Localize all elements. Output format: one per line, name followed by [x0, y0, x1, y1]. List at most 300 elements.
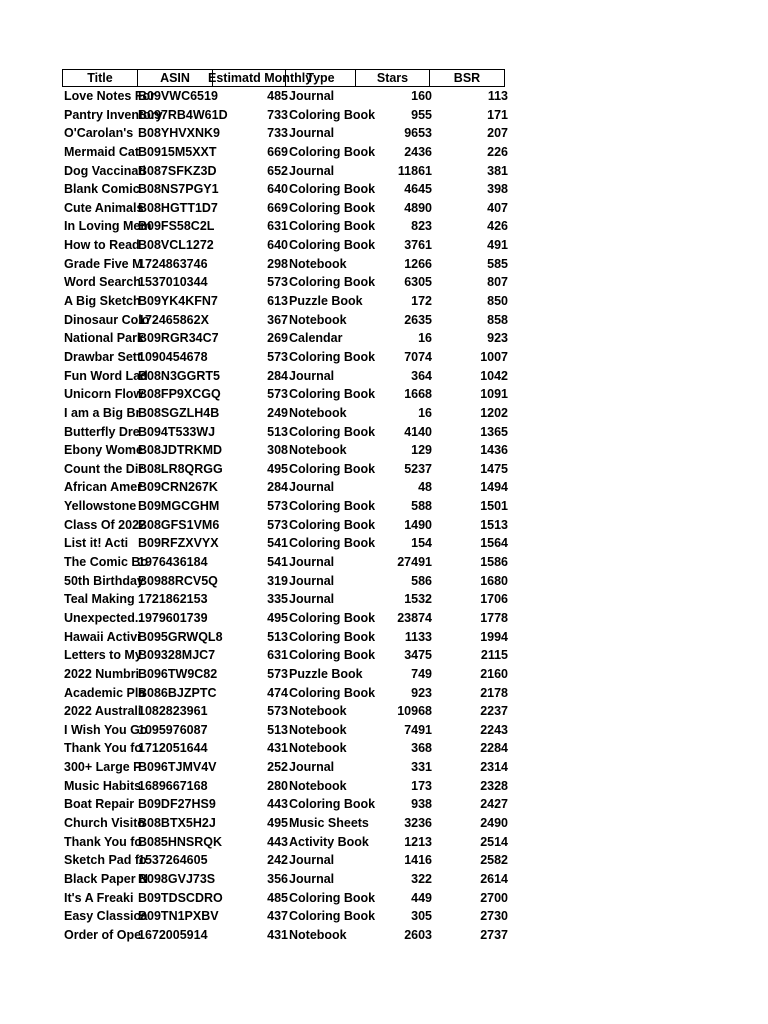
cell-title[interactable]: Thank You fo	[64, 741, 143, 756]
cell-type[interactable]: Journal	[289, 480, 335, 495]
cell-title[interactable]: 50th Birthday	[64, 573, 144, 588]
cell-bsr[interactable]: 2737	[480, 927, 508, 942]
cell-title[interactable]: Unexpected..	[64, 610, 142, 625]
cell-title[interactable]: Pantry Inventory	[64, 107, 163, 122]
cell-estimated-monthly[interactable]: 249	[267, 405, 288, 420]
cell-stars[interactable]: 173	[411, 778, 432, 793]
cell-type[interactable]: Coloring Book	[289, 890, 376, 905]
cell-asin[interactable]: B08JDTRKMD	[138, 443, 223, 458]
cell-bsr[interactable]: 2582	[480, 853, 508, 868]
cell-asin[interactable]: B09FS58C2L	[138, 219, 215, 234]
cell-title[interactable]: 2022 Australi	[64, 704, 142, 719]
cell-type[interactable]: Coloring Book	[289, 909, 376, 924]
cell-stars[interactable]: 16	[418, 405, 432, 420]
cell-asin[interactable]: B0988RCV5Q	[138, 573, 218, 588]
cell-estimated-monthly[interactable]: 367	[267, 312, 288, 327]
cell-title[interactable]: Count the Dir	[64, 461, 144, 476]
cell-title[interactable]: I Wish You Go	[64, 722, 148, 737]
cell-type[interactable]: Coloring Book	[289, 349, 376, 364]
cell-asin[interactable]: B095GRWQL8	[138, 629, 223, 644]
cell-bsr[interactable]: 1042	[480, 368, 508, 383]
table-row	[62, 814, 510, 833]
cell-bsr[interactable]: 2178	[480, 685, 508, 700]
header-row	[62, 69, 510, 87]
cell-asin[interactable]: B08SGZLH4B	[138, 405, 220, 420]
cell-title[interactable]: Blank Comic	[64, 182, 140, 197]
cell-estimated-monthly[interactable]: 335	[267, 592, 288, 607]
cell-estimated-monthly[interactable]: 431	[267, 741, 288, 756]
cell-type[interactable]: Coloring Book	[289, 107, 376, 122]
cell-estimated-monthly[interactable]: 485	[267, 890, 288, 905]
cell-estimated-monthly[interactable]: 474	[267, 685, 288, 700]
table-row	[62, 721, 510, 740]
cell-type[interactable]: Puzzle Book	[289, 294, 363, 309]
cell-type[interactable]: Notebook	[289, 741, 347, 756]
cell-stars[interactable]: 3761	[404, 238, 432, 253]
cell-title[interactable]: 300+ Large P	[64, 760, 142, 775]
cell-type[interactable]: Notebook	[289, 312, 347, 327]
cell-asin[interactable]: 1976436184	[138, 555, 208, 570]
cell-stars[interactable]: 10968	[397, 704, 432, 719]
cell-asin[interactable]: 1689667168	[138, 778, 208, 793]
cell-asin[interactable]: B096TJMV4V	[138, 760, 217, 775]
cell-bsr[interactable]: 923	[487, 331, 508, 346]
cell-type[interactable]: Coloring Book	[289, 424, 376, 439]
cell-asin[interactable]: B08GFS1VM6	[138, 517, 220, 532]
cell-stars[interactable]: 9653	[404, 126, 432, 141]
cell-title[interactable]: Cute Animals	[64, 200, 144, 215]
cell-type[interactable]: Coloring Book	[289, 238, 376, 253]
cell-title[interactable]: Word Search	[64, 275, 141, 290]
cell-estimated-monthly[interactable]: 640	[267, 182, 288, 197]
cell-stars[interactable]: 11861	[397, 163, 432, 178]
cell-type[interactable]: Journal	[289, 368, 335, 383]
cell-type[interactable]: Notebook	[289, 405, 347, 420]
cell-estimated-monthly[interactable]: 356	[267, 871, 288, 886]
cell-asin[interactable]: B09RGR34C7	[138, 331, 219, 346]
header-stars[interactable]: Stars	[355, 69, 430, 87]
cell-type[interactable]: Calendar	[289, 331, 343, 346]
cell-bsr[interactable]: 2514	[480, 834, 508, 849]
cell-asin[interactable]: B09TN1PXBV	[138, 909, 219, 924]
cell-stars[interactable]: 5237	[404, 461, 432, 476]
cell-stars[interactable]: 305	[411, 909, 432, 924]
table-row	[62, 236, 510, 255]
cell-type[interactable]: Coloring Book	[289, 517, 376, 532]
cell-bsr[interactable]: 171	[487, 107, 508, 122]
cell-stars[interactable]: 1490	[404, 517, 432, 532]
cell-title[interactable]: Academic Pla	[64, 685, 146, 700]
cell-bsr[interactable]: 1091	[480, 387, 508, 402]
cell-asin[interactable]: 1721862153	[138, 592, 208, 607]
cell-title[interactable]: In Loving Mem	[64, 219, 152, 234]
cell-bsr[interactable]: 585	[487, 256, 508, 271]
cell-type[interactable]: Notebook	[289, 927, 347, 942]
cell-stars[interactable]: 7491	[404, 722, 432, 737]
cell-stars[interactable]: 6305	[404, 275, 432, 290]
cell-stars[interactable]: 588	[411, 499, 432, 514]
cell-type[interactable]: Journal	[289, 555, 335, 570]
cell-type[interactable]: Journal	[289, 760, 335, 775]
cell-estimated-monthly[interactable]: 573	[267, 349, 288, 364]
cell-title[interactable]: Church Visito	[64, 815, 146, 830]
cell-type[interactable]: Notebook	[289, 443, 347, 458]
cell-asin[interactable]: B09RFZXVYX	[138, 536, 219, 551]
table-row	[62, 534, 510, 553]
cell-bsr[interactable]: 426	[487, 219, 508, 234]
cell-stars[interactable]: 7074	[404, 349, 432, 364]
cell-asin[interactable]: B097RB4W61D	[138, 107, 228, 122]
cell-estimated-monthly[interactable]: 640	[267, 238, 288, 253]
cell-estimated-monthly[interactable]: 573	[267, 704, 288, 719]
cell-stars[interactable]: 955	[411, 107, 432, 122]
cell-estimated-monthly[interactable]: 669	[267, 144, 288, 159]
cell-estimated-monthly[interactable]: 513	[267, 424, 288, 439]
cell-asin[interactable]: B094T533WJ	[138, 424, 216, 439]
cell-type[interactable]: Coloring Book	[289, 648, 376, 663]
cell-stars[interactable]: 3475	[404, 648, 432, 663]
cell-stars[interactable]: 449	[411, 890, 432, 905]
cell-estimated-monthly[interactable]: 242	[267, 853, 288, 868]
cell-bsr[interactable]: 398	[487, 182, 508, 197]
cell-bsr[interactable]: 858	[487, 312, 508, 327]
cell-stars[interactable]: 1133	[404, 629, 432, 644]
cell-bsr[interactable]: 2328	[480, 778, 508, 793]
table-row	[62, 590, 510, 609]
cell-type[interactable]: Coloring Book	[289, 144, 376, 159]
cell-stars[interactable]: 16	[418, 331, 432, 346]
header-type[interactable]: Type	[285, 69, 356, 87]
cell-asin[interactable]: B087SFKZ3D	[138, 163, 217, 178]
cell-type[interactable]: Notebook	[289, 256, 347, 271]
cell-estimated-monthly[interactable]: 443	[267, 797, 288, 812]
cell-title[interactable]: List it! Acti	[64, 536, 129, 551]
cell-title[interactable]: Grade Five M	[64, 256, 143, 271]
cell-estimated-monthly[interactable]: 319	[267, 573, 288, 588]
cell-estimated-monthly[interactable]: 495	[267, 610, 288, 625]
cell-bsr[interactable]: 1778	[480, 610, 508, 625]
cell-type[interactable]: Notebook	[289, 704, 347, 719]
cell-asin[interactable]: B096TW9C82	[138, 666, 218, 681]
table-row	[62, 926, 510, 945]
cell-type[interactable]: Notebook	[289, 722, 347, 737]
cell-bsr[interactable]: 2160	[480, 666, 508, 681]
cell-title[interactable]: Drawbar Sett	[64, 349, 142, 364]
cell-title[interactable]: Order of Ope	[64, 927, 142, 942]
cell-stars[interactable]: 364	[411, 368, 432, 383]
cell-asin[interactable]: B08BTX5H2J	[138, 815, 216, 830]
cell-estimated-monthly[interactable]: 573	[267, 275, 288, 290]
cell-stars[interactable]: 823	[411, 219, 432, 234]
cell-stars[interactable]: 586	[411, 573, 432, 588]
cell-asin[interactable]: B09VWC6519	[138, 89, 218, 103]
cell-title[interactable]: Butterfly Dre	[64, 424, 140, 439]
cell-estimated-monthly[interactable]: 573	[267, 517, 288, 532]
header-asin[interactable]: ASIN	[137, 69, 213, 87]
cell-estimated-monthly[interactable]: 485	[267, 89, 288, 103]
cell-type[interactable]: Coloring Book	[289, 629, 376, 644]
cell-bsr[interactable]: 113	[487, 89, 508, 103]
cell-bsr[interactable]: 1706	[480, 592, 508, 607]
cell-asin[interactable]: B08NS7PGY1	[138, 182, 219, 197]
cell-stars[interactable]: 160	[411, 89, 432, 103]
cell-estimated-monthly[interactable]: 652	[267, 163, 288, 178]
cell-type[interactable]: Coloring Book	[289, 461, 376, 476]
cell-estimated-monthly[interactable]: 541	[267, 555, 288, 570]
cell-asin[interactable]: 1537264605	[138, 853, 208, 868]
cell-stars[interactable]: 2603	[404, 927, 432, 942]
cell-title[interactable]: How to Read	[64, 238, 140, 253]
cell-stars[interactable]: 749	[411, 666, 432, 681]
cell-type[interactable]: Coloring Book	[289, 275, 376, 290]
cell-asin[interactable]: B09DF27HS9	[138, 797, 216, 812]
cell-asin[interactable]: B0915M5XXT	[138, 144, 217, 159]
cell-bsr[interactable]: 2237	[480, 704, 508, 719]
cell-stars[interactable]: 938	[411, 797, 432, 812]
cell-title[interactable]: The Comic Bo	[64, 555, 149, 570]
cell-title[interactable]: 2022 Numbri	[64, 666, 140, 681]
cell-estimated-monthly[interactable]: 541	[267, 536, 288, 551]
cell-stars[interactable]: 1532	[404, 592, 432, 607]
cell-bsr[interactable]: 1586	[480, 555, 508, 570]
cell-asin[interactable]: B08YHVXNK9	[138, 126, 220, 141]
cell-asin[interactable]: B09CRN267K	[138, 480, 218, 495]
cell-estimated-monthly[interactable]: 308	[267, 443, 288, 458]
cell-bsr[interactable]: 2284	[480, 741, 508, 756]
cell-bsr[interactable]: 1475	[480, 461, 508, 476]
cell-stars[interactable]: 27491	[397, 555, 432, 570]
table-row	[62, 311, 510, 330]
table-row	[62, 833, 510, 852]
cell-title[interactable]: Dog Vaccinati	[64, 163, 146, 178]
cell-asin[interactable]: 1090454678	[138, 349, 208, 364]
cell-stars[interactable]: 1416	[404, 853, 432, 868]
cell-title[interactable]: Class Of 2022	[64, 517, 146, 532]
cell-title[interactable]: Unicorn Flow	[64, 387, 144, 402]
cell-bsr[interactable]: 1494	[480, 480, 508, 495]
cell-bsr[interactable]: 1680	[480, 573, 508, 588]
cell-stars[interactable]: 154	[411, 536, 432, 551]
cell-title[interactable]: Boat Repair	[64, 797, 135, 812]
cell-bsr[interactable]: 1513	[480, 517, 508, 532]
cell-bsr[interactable]: 207	[487, 126, 508, 141]
cell-type[interactable]: Puzzle Book	[289, 666, 363, 681]
cell-estimated-monthly[interactable]: 431	[267, 927, 288, 942]
cell-title[interactable]: Yellowstone	[64, 499, 137, 514]
cell-asin[interactable]: B09YK4KFN7	[138, 294, 218, 309]
cell-bsr[interactable]: 1007	[480, 349, 508, 364]
cell-title[interactable]: Ebony Wome	[64, 443, 143, 458]
cell-type[interactable]: Music Sheets	[289, 815, 369, 830]
cell-estimated-monthly[interactable]: 495	[267, 461, 288, 476]
cell-type[interactable]: Notebook	[289, 778, 347, 793]
cell-stars[interactable]: 2635	[404, 312, 432, 327]
cell-asin[interactable]: 172465862X	[138, 312, 209, 327]
cell-type[interactable]: Coloring Book	[289, 797, 376, 812]
cell-title[interactable]: Letters to My	[64, 648, 142, 663]
table-row	[62, 739, 510, 758]
cell-asin[interactable]: B08HGTT1D7	[138, 200, 218, 215]
cell-type[interactable]: Coloring Book	[289, 200, 376, 215]
cell-stars[interactable]: 172	[411, 294, 432, 309]
cell-stars[interactable]: 4890	[404, 200, 432, 215]
cell-title[interactable]: O'Carolan's	[64, 126, 134, 141]
cell-type[interactable]: Journal	[289, 853, 335, 868]
cell-bsr[interactable]: 381	[487, 163, 508, 178]
cell-asin[interactable]: B08LR8QRGG	[138, 461, 223, 476]
cell-asin[interactable]: 1082823961	[138, 704, 208, 719]
cell-asin[interactable]: 1095976087	[138, 722, 208, 737]
cell-estimated-monthly[interactable]: 284	[267, 368, 288, 383]
cell-estimated-monthly[interactable]: 733	[267, 107, 288, 122]
spreadsheet	[62, 69, 510, 944]
cell-bsr[interactable]: 2115	[480, 648, 508, 663]
header-bsr[interactable]: BSR	[429, 69, 505, 87]
table-row	[62, 87, 510, 106]
cell-asin[interactable]: 1979601739	[138, 610, 208, 625]
cell-title[interactable]: It's A Freaki	[64, 890, 134, 905]
cell-asin[interactable]: B085HNSRQK	[138, 834, 223, 849]
cell-asin[interactable]: B08N3GGRT5	[138, 368, 220, 383]
table-row	[62, 423, 510, 442]
cell-asin[interactable]: B08FP9XCGQ	[138, 387, 221, 402]
cell-title[interactable]: A Big Sketch	[64, 294, 141, 309]
cell-bsr[interactable]: 2700	[480, 890, 508, 905]
cell-title[interactable]: Sketch Pad fo	[64, 853, 147, 868]
cell-stars[interactable]: 48	[418, 480, 432, 495]
cell-bsr[interactable]: 226	[487, 144, 508, 159]
cell-asin[interactable]: B086BJZPTC	[138, 685, 217, 700]
cell-type[interactable]: Coloring Book	[289, 610, 376, 625]
cell-bsr[interactable]: 850	[487, 294, 508, 309]
cell-type[interactable]: Coloring Book	[289, 685, 376, 700]
cell-type[interactable]: Journal	[289, 163, 335, 178]
cell-bsr[interactable]: 2730	[480, 909, 508, 924]
cell-stars[interactable]: 331	[411, 760, 432, 775]
cell-bsr[interactable]: 2314	[480, 760, 508, 775]
cell-stars[interactable]: 368	[411, 741, 432, 756]
cell-estimated-monthly[interactable]: 573	[267, 499, 288, 514]
cell-type[interactable]: Coloring Book	[289, 536, 376, 551]
cell-title[interactable]: Dinosaur Colo	[64, 312, 150, 327]
cell-stars[interactable]: 23874	[397, 610, 432, 625]
cell-estimated-monthly[interactable]: 631	[267, 219, 288, 234]
cell-type[interactable]: Activity Book	[289, 834, 369, 849]
cell-estimated-monthly[interactable]: 733	[267, 126, 288, 141]
cell-asin[interactable]: B09MGCGHM	[138, 499, 220, 514]
cell-type[interactable]: Coloring Book	[289, 182, 376, 197]
header-estimated-monthly[interactable]: Estimatd Monthly	[208, 71, 313, 85]
cell-title[interactable]: Black Paper N	[64, 871, 149, 886]
cell-estimated-monthly[interactable]: 252	[267, 760, 288, 775]
cell-type[interactable]: Coloring Book	[289, 387, 376, 402]
cell-title[interactable]: Hawaii Activi	[64, 629, 141, 644]
cell-asin[interactable]: B098GVJ73S	[138, 871, 216, 886]
cell-asin[interactable]: 1537010344	[138, 275, 208, 290]
cell-title[interactable]: Mermaid Cat	[64, 144, 140, 159]
cell-stars[interactable]: 923	[411, 685, 432, 700]
cell-estimated-monthly[interactable]: 669	[267, 200, 288, 215]
cell-asin[interactable]: 1724863746	[138, 256, 208, 271]
cell-estimated-monthly[interactable]: 513	[267, 722, 288, 737]
cell-title[interactable]: Teal Making	[64, 592, 135, 607]
cell-stars[interactable]: 1668	[404, 387, 432, 402]
cell-asin[interactable]: 1672005914	[138, 927, 208, 942]
cell-bsr[interactable]: 2614	[480, 871, 508, 886]
cell-type[interactable]: Coloring Book	[289, 499, 376, 514]
cell-bsr[interactable]: 1365	[480, 424, 508, 439]
cell-estimated-monthly[interactable]: 269	[267, 331, 288, 346]
cell-title[interactable]: Fun Word Lad	[64, 368, 148, 383]
cell-stars[interactable]: 2436	[404, 144, 432, 159]
table-row	[62, 460, 510, 479]
cell-type[interactable]: Journal	[289, 89, 335, 103]
cell-bsr[interactable]: 1436	[480, 443, 508, 458]
cell-bsr[interactable]: 2427	[480, 797, 508, 812]
cell-stars[interactable]: 1266	[404, 256, 432, 271]
cell-bsr[interactable]: 807	[487, 275, 508, 290]
cell-asin[interactable]: B09TDSCDRO	[138, 890, 223, 905]
cell-asin[interactable]: B08VCL1272	[138, 238, 214, 253]
cell-title[interactable]: Love Notes For	[64, 89, 155, 103]
cell-type[interactable]: Journal	[289, 126, 335, 141]
cell-title[interactable]: I am a Big Br	[64, 405, 141, 420]
cell-bsr[interactable]: 1202	[480, 405, 508, 420]
table-row	[62, 404, 510, 423]
cell-bsr[interactable]: 2490	[480, 815, 508, 830]
cell-bsr[interactable]: 1501	[480, 499, 508, 514]
cell-estimated-monthly[interactable]: 573	[267, 387, 288, 402]
cell-stars[interactable]: 3236	[404, 815, 432, 830]
cell-stars[interactable]: 4645	[404, 182, 432, 197]
cell-bsr[interactable]: 407	[487, 200, 508, 215]
table-row	[62, 348, 510, 367]
cell-bsr[interactable]: 1564	[480, 536, 508, 551]
cell-title[interactable]: Thank You fo	[64, 834, 143, 849]
cell-estimated-monthly[interactable]: 437	[267, 909, 288, 924]
cell-type[interactable]: Coloring Book	[289, 219, 376, 234]
cell-estimated-monthly[interactable]: 613	[267, 294, 288, 309]
cell-title[interactable]: African Amer	[64, 480, 143, 495]
cell-estimated-monthly[interactable]: 495	[267, 815, 288, 830]
table-row	[62, 646, 510, 665]
cell-estimated-monthly[interactable]: 298	[267, 256, 288, 271]
cell-bsr[interactable]: 1994	[480, 629, 508, 644]
cell-type[interactable]: Journal	[289, 573, 335, 588]
cell-stars[interactable]: 129	[411, 443, 432, 458]
cell-type[interactable]: Journal	[289, 592, 335, 607]
cell-title[interactable]: Music Habits	[64, 778, 142, 793]
cell-bsr[interactable]: 491	[487, 238, 508, 253]
table-row	[62, 572, 510, 591]
cell-asin[interactable]: 1712051644	[138, 741, 208, 756]
cell-estimated-monthly[interactable]: 280	[267, 778, 288, 793]
cell-stars[interactable]: 4140	[404, 424, 432, 439]
cell-estimated-monthly[interactable]: 443	[267, 834, 288, 849]
cell-title[interactable]: National Park	[64, 331, 144, 346]
cell-stars[interactable]: 322	[411, 871, 432, 886]
cell-estimated-monthly[interactable]: 573	[267, 666, 288, 681]
cell-title[interactable]: Easy Classica	[64, 909, 148, 924]
cell-stars[interactable]: 1213	[404, 834, 432, 849]
cell-estimated-monthly[interactable]: 284	[267, 480, 288, 495]
cell-asin[interactable]: B09328MJC7	[138, 648, 216, 663]
cell-estimated-monthly[interactable]: 513	[267, 629, 288, 644]
header-title[interactable]: Title	[62, 69, 138, 87]
cell-bsr[interactable]: 2243	[480, 722, 508, 737]
cell-estimated-monthly[interactable]: 631	[267, 648, 288, 663]
cell-type[interactable]: Journal	[289, 871, 335, 886]
